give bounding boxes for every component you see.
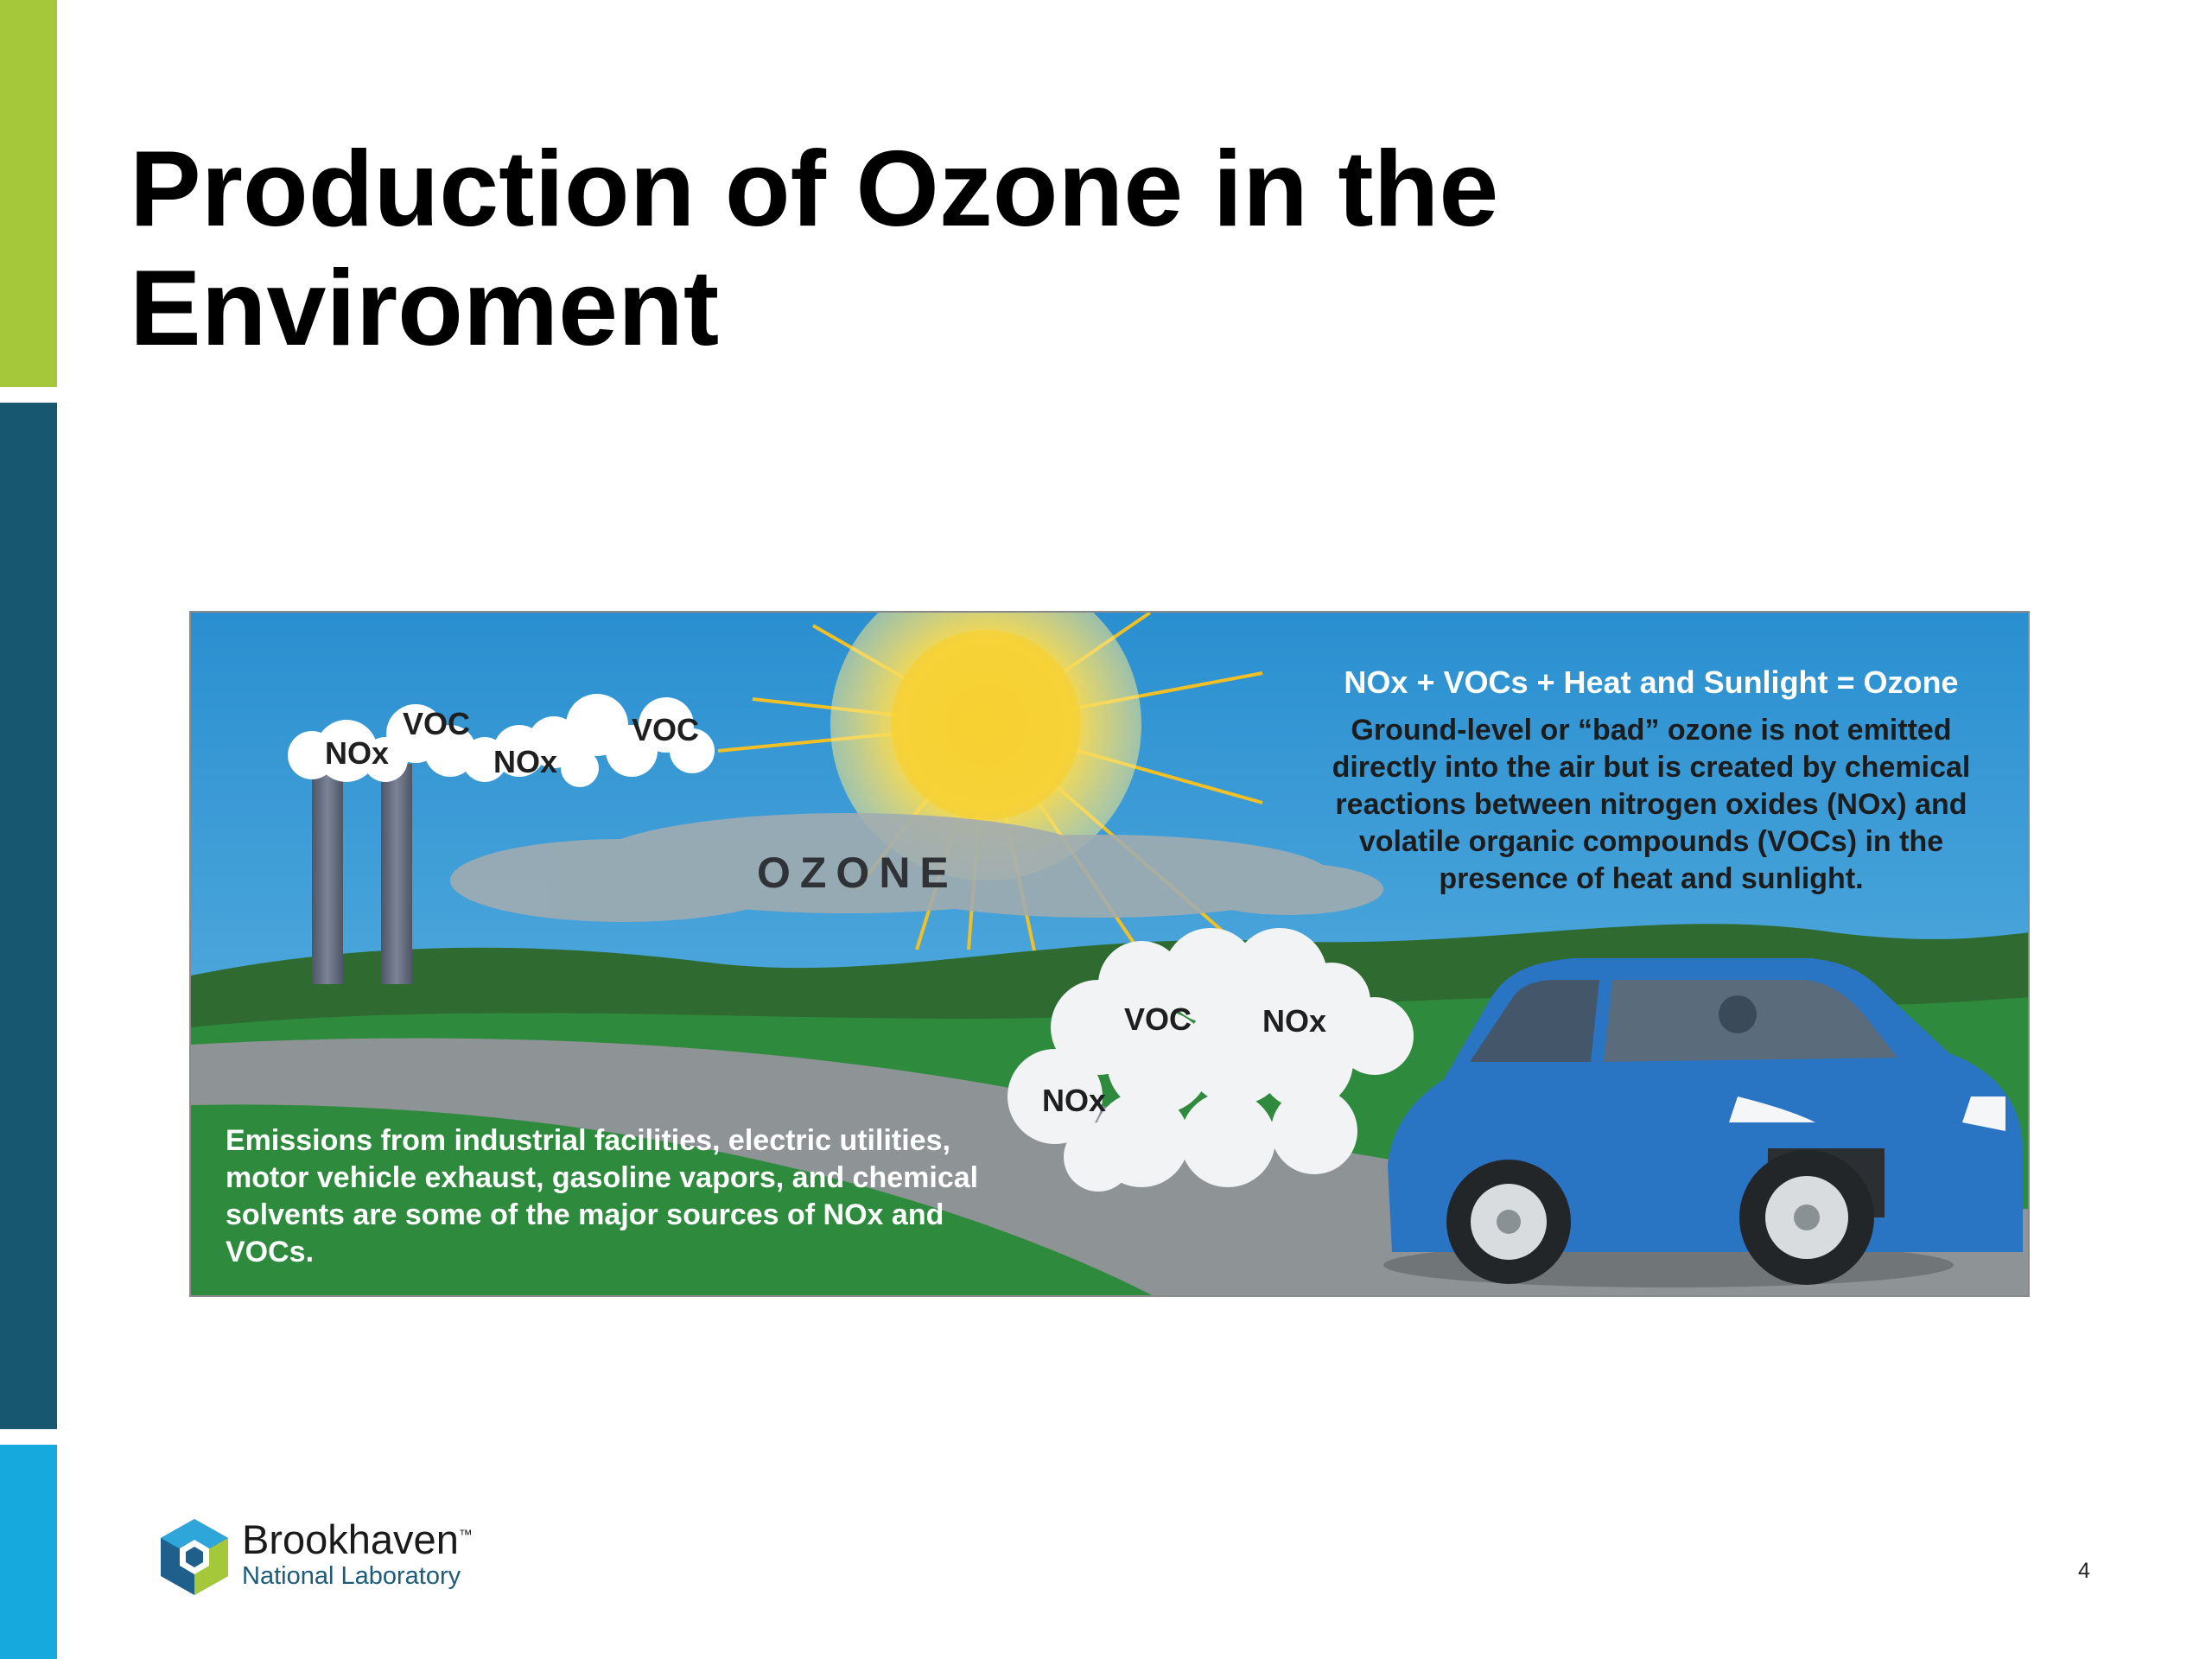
gas-label-voc: VOC bbox=[1124, 1001, 1192, 1037]
accent-bar-green bbox=[0, 0, 57, 387]
gas-label-voc: VOC bbox=[632, 712, 700, 747]
accent-bar-navy bbox=[0, 403, 57, 1429]
logo-subtitle: National Laboratory bbox=[242, 1562, 461, 1590]
slide-title-line-1: Production of Ozone in the bbox=[130, 130, 1499, 249]
gas-label-nox: NOx bbox=[493, 744, 558, 779]
slide-title bbox=[130, 130, 1858, 368]
logo-name-text: Brookhaven bbox=[242, 1516, 459, 1562]
brookhaven-logo bbox=[156, 1514, 518, 1600]
ozone-label: OZONE bbox=[757, 849, 958, 897]
ozone-explanation: Ground-level or “bad” ozone is not emitted directly into the air but is created by chemical reactions between nitrogen oxides (NOx) and volatile organic compounds (VOCs) in the presence of heat and sunlight. bbox=[1332, 714, 1971, 895]
logo-name bbox=[242, 1516, 473, 1563]
emissions-sources-text: Emissions from industrial facilities, electric utilities, motor vehicle exhaust, gasoline vapors, and chemical solvents are some of the major sources of NOx and VOCs. bbox=[226, 1124, 979, 1268]
gas-label-nox: NOx bbox=[325, 735, 390, 771]
page-number: 4 bbox=[2078, 1559, 2090, 1583]
accent-bar-cyan bbox=[0, 1445, 57, 1659]
hexagon-logo-icon bbox=[156, 1514, 233, 1600]
logo-trademark: ™ bbox=[458, 1528, 473, 1543]
slide-title-line-2: Enviroment bbox=[130, 249, 720, 368]
gas-label-nox: NOx bbox=[1042, 1083, 1107, 1118]
gas-label-voc: VOC bbox=[403, 706, 471, 741]
ozone-infographic bbox=[189, 611, 2030, 1297]
ozone-equation: NOx + VOCs + Heat and Sunlight = Ozone bbox=[1344, 664, 1959, 700]
gas-label-nox: NOx bbox=[1262, 1003, 1327, 1039]
